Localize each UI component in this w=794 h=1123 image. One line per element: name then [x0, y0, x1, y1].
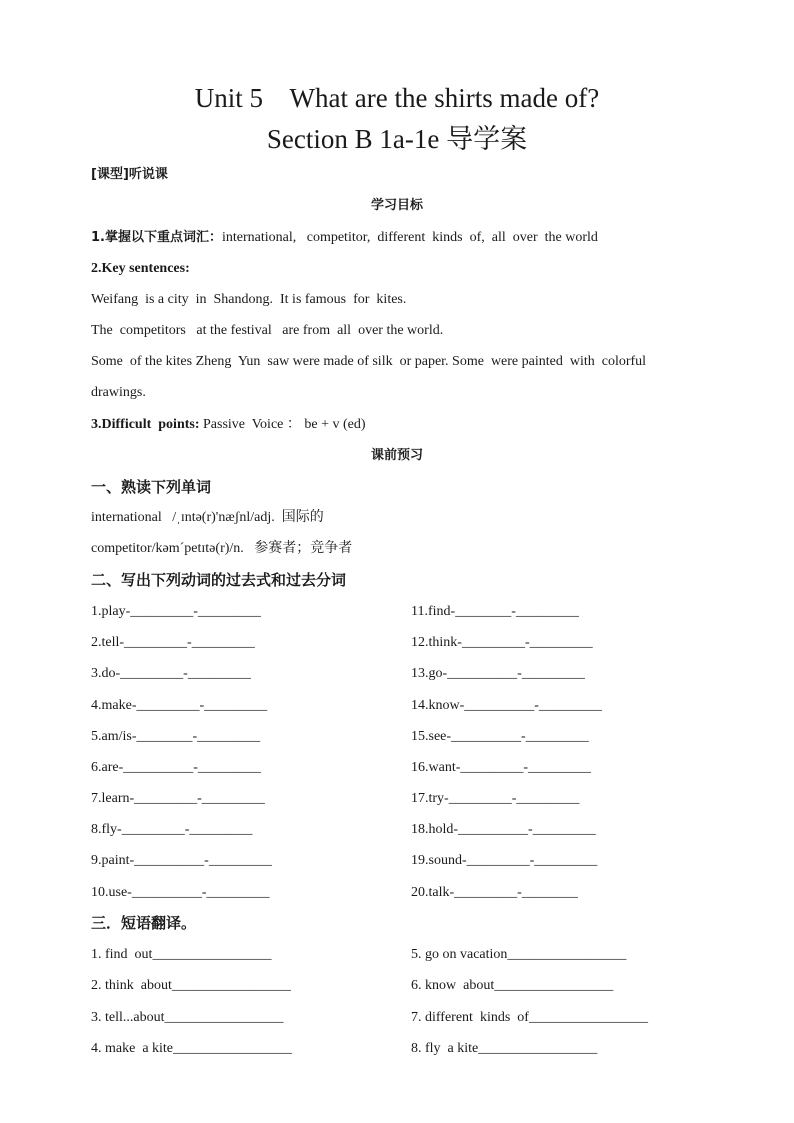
difficult-label: 3.Difficult points:	[91, 417, 200, 432]
verb-item: 14.know-__________-_________	[411, 698, 602, 713]
vocab-line	[91, 229, 598, 247]
key-sentences-label: 2.Key sentences:	[91, 261, 190, 276]
lesson-type: [课型]听说课	[91, 167, 168, 182]
key-sentence: drawings.	[91, 385, 146, 400]
verb-item: 4.make-_________-_________	[91, 698, 268, 713]
word: competitor/kəm´petɪtə(r)/n.	[91, 541, 244, 556]
verb-item: 17.try-_________-_________	[411, 791, 580, 806]
preview-heading: 课前预习	[370, 448, 423, 463]
section3-heading: 三．短语翻译。	[91, 914, 197, 932]
verb-item: 15.see-__________-_________	[411, 729, 589, 744]
phrase-item: 7. different kinds of_________________	[411, 1010, 648, 1025]
key-sentence: Weifang is a city in Shandong. It is famous for kites.	[91, 292, 407, 307]
key-sentence: Some of the kites Zheng Yun saw were made of silk or paper. Some were painted with colorful	[91, 354, 647, 369]
verb-item: 13.go-__________-_________	[411, 666, 585, 681]
section2-heading: 二、写出下列动词的过去式和过去分词	[91, 571, 347, 589]
phrase-item: 1. find out_________________	[91, 947, 272, 962]
verb-item: 5.am/is-________-_________	[91, 729, 261, 744]
verb-item: 18.hold-__________-_________	[411, 822, 596, 837]
phrase-item: 6. know about_________________	[411, 978, 614, 993]
phrase-item: 4. make a kite_________________	[91, 1041, 293, 1056]
verb-item: 11.find-________-_________	[411, 604, 579, 619]
difficult-points	[91, 416, 366, 434]
verb-item: 3.do-_________-_________	[91, 666, 251, 681]
verb-item: 12.think-_________-_________	[411, 635, 593, 650]
difficult-text: Passive Voice ： be + v (ed)	[199, 417, 366, 432]
phrase-item: 5. go on vacation_________________	[411, 947, 627, 962]
verb-item: 19.sound-_________-_________	[411, 853, 598, 868]
verb-item: 16.want-_________-_________	[411, 760, 592, 775]
word: international	[91, 510, 162, 525]
section1-heading: 一、熟读下列单词	[91, 478, 212, 496]
verb-item: 7.learn-_________-_________	[91, 791, 265, 806]
word-detail: /ˌɪntə(r)'næʃnl/adj. 国际的	[161, 510, 324, 525]
verb-item: 20.talk-_________-________	[411, 885, 578, 900]
document-title-line2: Section B 1a-1e 导学案	[266, 124, 528, 154]
word-entry	[91, 540, 352, 558]
word-detail: 参赛者；竞争者	[243, 541, 353, 556]
verb-item: 8.fly-_________-_________	[91, 822, 253, 837]
vocab-label: 1.掌握以下重点词汇：	[91, 230, 222, 245]
verb-item: 6.are-__________-_________	[91, 760, 261, 775]
objectives-heading: 学习目标	[370, 198, 423, 213]
phrase-item: 8. fly a kite_________________	[411, 1041, 598, 1056]
phrase-item: 2. think about_________________	[91, 978, 291, 993]
verb-item: 10.use-__________-_________	[91, 885, 270, 900]
key-sentence: The competitors at the festival are from all over the world.	[91, 323, 444, 338]
word-entry	[91, 509, 324, 527]
verb-item: 2.tell-_________-_________	[91, 635, 255, 650]
document-title-line1: Unit 5 What are the shirts made of?	[194, 83, 600, 113]
vocab-text: international, competitor, different kinds of, all over the world	[221, 230, 598, 245]
verb-item: 9.paint-__________-_________	[91, 853, 272, 868]
verb-item: 1.play-_________-_________	[91, 604, 261, 619]
phrase-item: 3. tell...about_________________	[91, 1010, 284, 1025]
